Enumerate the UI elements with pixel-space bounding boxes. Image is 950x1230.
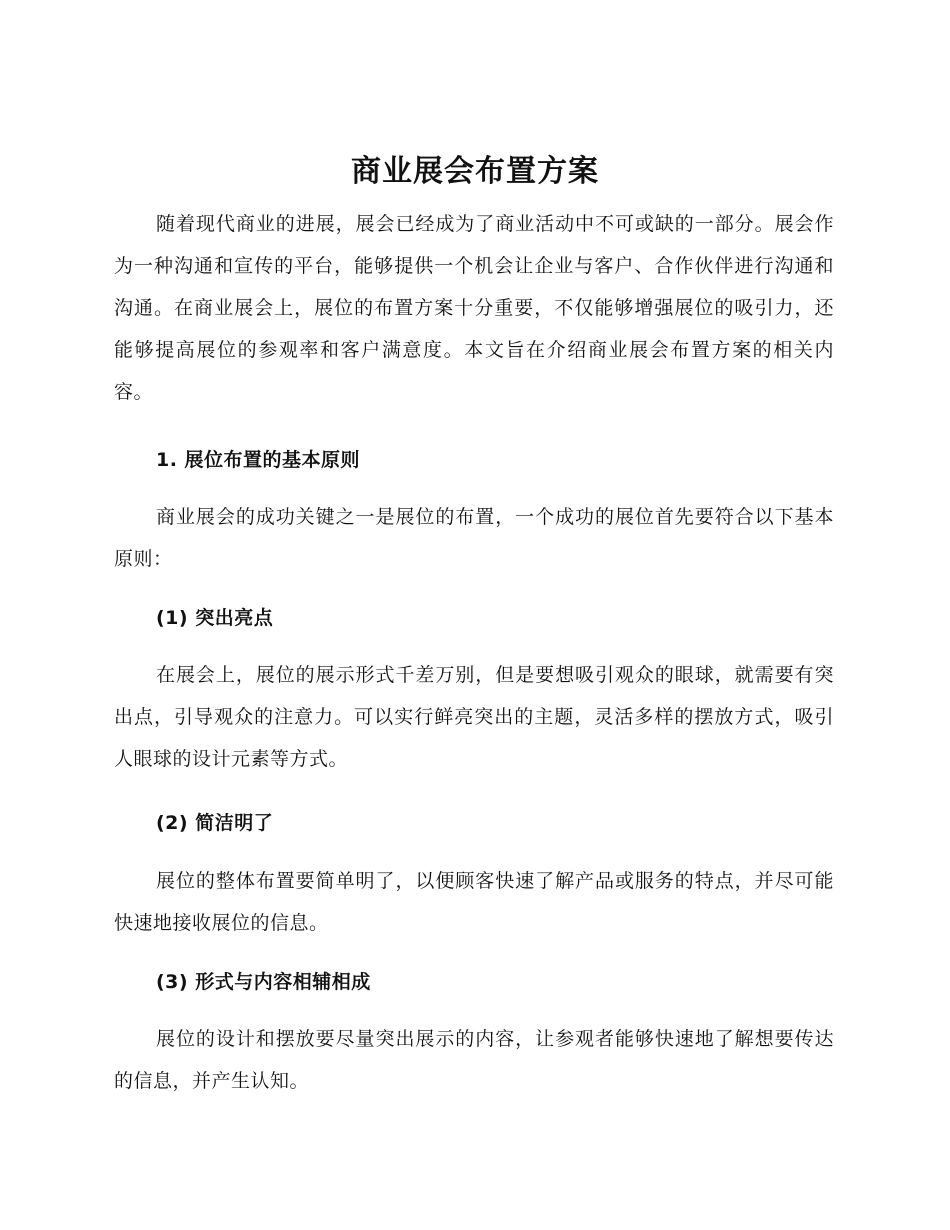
section-heading-basic-principles: 1. 展位布置的基本原则	[156, 449, 361, 471]
point-paragraph-form-content: 展位的设计和摆放要尽量突出展示的内容，让参观者能够快速地了解想要传达的信息，并产生认知。	[114, 1028, 834, 1092]
intro-paragraph: 随着现代商业的进展，展会已经成为了商业活动中不可或缺的一部分。展会作为一种沟通和宣传的平台，能够提供一个机会让企业与客户、合作伙伴进行沟通和沟通。在商业展会上，展位的布置方案十分重要，不仅能够增强展位的吸引力，还能够提高展位的参观率和客户满意度。本文旨在介绍商业展会布置方案的相关内容。	[114, 213, 834, 403]
point-heading-simple-clear: (2) 简洁明了	[156, 812, 274, 834]
point-paragraph-highlight: 在展会上，展位的展示形式千差万别，但是要想吸引观众的眼球，就需要有突出点，引导观众的注意力。可以实行鲜亮突出的主题，灵活多样的摆放方式，吸引人眼球的设计元素等方式。	[114, 664, 834, 770]
point-paragraph-simple-clear: 展位的整体布置要简单明了，以便顾客快速了解产品或服务的特点，并尽可能快速地接收展位的信息。	[114, 870, 834, 934]
point-heading-highlight: (1) 突出亮点	[156, 607, 274, 629]
point-heading-form-content: (3) 形式与内容相辅相成	[156, 971, 371, 993]
document-title: 商业展会布置方案	[351, 154, 599, 189]
section-paragraph-basic-principles: 商业展会的成功关键之一是展位的布置，一个成功的展位首先要符合以下基本原则：	[114, 506, 834, 570]
